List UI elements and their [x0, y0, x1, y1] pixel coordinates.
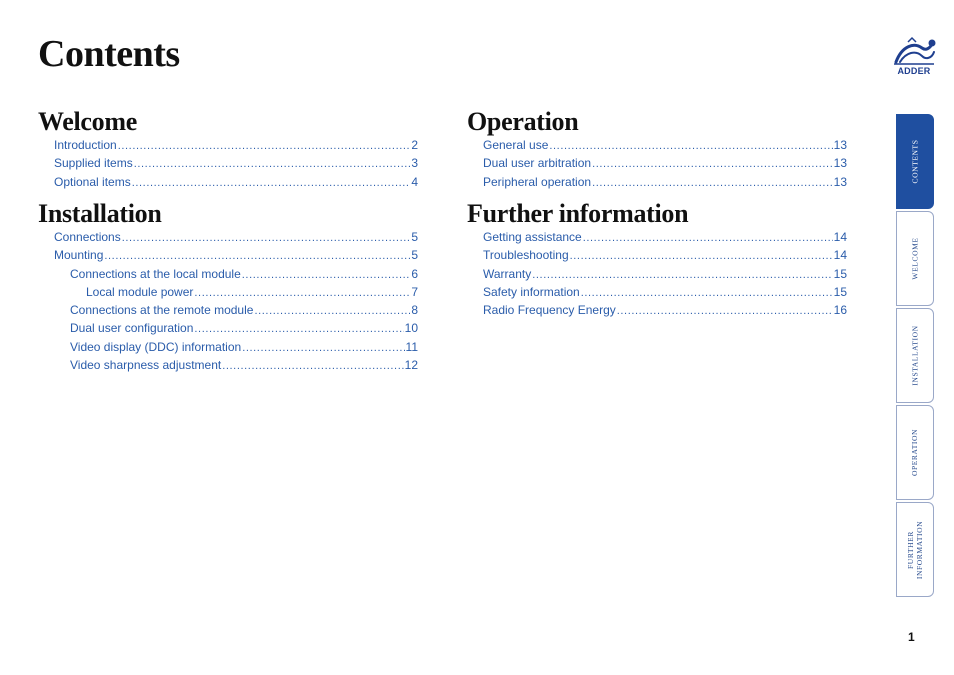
tab-welcome[interactable]	[896, 211, 934, 306]
leader-dots	[570, 250, 833, 262]
toc-entry-label: Connections at the remote module	[70, 303, 254, 318]
toc-entry-page: 15	[833, 284, 847, 299]
tab-label-line: INFORMATION	[915, 520, 924, 579]
leader-dots	[122, 232, 411, 244]
tab-operation[interactable]	[896, 405, 934, 500]
toc-entry-page: 2	[411, 138, 418, 152]
toc-entry[interactable]	[467, 248, 847, 266]
toc-entry[interactable]	[38, 156, 418, 174]
tab-further-information[interactable]	[896, 502, 934, 597]
toc-entry-page: 6	[411, 266, 418, 281]
toc-entry-label: Introduction	[54, 138, 117, 152]
toc-entry-page: 12	[404, 358, 418, 373]
toc-entry-page: 13	[833, 156, 847, 171]
leader-dots	[134, 158, 411, 170]
toc-entry[interactable]	[38, 267, 418, 285]
toc-entry-page: 7	[411, 284, 418, 299]
toc-entry-label: Optional items	[54, 174, 131, 189]
leader-dots	[254, 305, 410, 317]
toc-entry-page: 5	[411, 230, 418, 244]
leader-dots	[583, 232, 833, 244]
tab-label: CONTENTS	[910, 139, 920, 184]
toc-entry-label: Video display (DDC) information	[70, 339, 242, 354]
toc-entry[interactable]	[38, 285, 418, 303]
leader-dots	[194, 323, 403, 335]
toc-entry-page: 15	[833, 266, 847, 281]
toc-entry-label: Video sharpness adjustment	[70, 358, 222, 373]
toc-entry-page: 10	[404, 321, 418, 336]
toc-entry-label: Local module power	[86, 284, 194, 299]
toc-entry-page: 14	[833, 248, 847, 263]
toc-entry-page: 13	[833, 174, 847, 189]
adder-logo	[888, 36, 940, 80]
toc-entry-label: Supplied items	[54, 156, 133, 171]
toc-entry-page: 16	[833, 303, 847, 318]
section-heading-welcome: Welcome	[38, 107, 137, 136]
tab-label-line: FURTHER	[906, 530, 915, 569]
tab-label: WELCOME	[910, 237, 920, 280]
toc-entry[interactable]	[467, 303, 847, 321]
leader-dots	[532, 269, 832, 281]
section-operation	[467, 108, 847, 193]
leader-dots	[104, 250, 410, 262]
toc-entry-label: Connections at the local module	[70, 266, 241, 281]
toc-entry[interactable]	[38, 175, 418, 193]
toc-entry-label: Warranty	[483, 266, 532, 281]
page-number: 1	[908, 630, 915, 644]
adder-snake-logo-icon	[888, 36, 940, 68]
toc-entry[interactable]	[467, 156, 847, 174]
section-heading-operation: Operation	[467, 107, 579, 136]
toc-entry[interactable]	[38, 138, 418, 156]
toc-entry[interactable]	[467, 175, 847, 193]
tab-label: OPERATION	[910, 428, 920, 477]
leader-dots	[581, 287, 833, 299]
section-welcome	[38, 108, 418, 193]
leader-dots	[592, 177, 833, 189]
toc-entry[interactable]	[38, 340, 418, 358]
toc-entry-page: 4	[411, 174, 418, 189]
toc-entry-label: Safety information	[483, 284, 580, 299]
brand-name: ADDER	[897, 66, 931, 76]
leader-dots	[592, 158, 833, 170]
toc-list-welcome	[38, 138, 418, 193]
toc-entry-label: Troubleshooting	[483, 248, 569, 263]
toc-entry-page: 3	[411, 156, 418, 171]
toc-entry-label: Dual user configuration	[70, 321, 194, 336]
toc-entry-label: Peripheral operation	[483, 174, 592, 189]
leader-dots	[617, 305, 833, 317]
toc-entry[interactable]	[38, 358, 418, 376]
toc-entry-page: 13	[833, 138, 847, 152]
toc-entry-page: 11	[405, 339, 418, 354]
toc-entry[interactable]	[38, 230, 418, 248]
tab-label-two-line	[906, 520, 924, 578]
page-title: Contents	[38, 33, 180, 75]
toc-entry-label: Radio Frequency Energy	[483, 303, 616, 318]
toc-entry[interactable]	[467, 230, 847, 248]
toc-list-operation	[467, 138, 847, 193]
leader-dots	[194, 287, 410, 299]
toc-entry-label: Connections	[54, 230, 121, 244]
toc-entry-label: Mounting	[54, 248, 104, 263]
leader-dots	[549, 140, 832, 152]
toc-entry-page: 14	[833, 230, 847, 244]
toc-list-further-information	[467, 230, 847, 321]
toc-entry-page: 5	[411, 248, 418, 263]
leader-dots	[242, 269, 411, 281]
toc-entry-label: Getting assistance	[483, 230, 582, 244]
tab-label: INSTALLATION	[910, 325, 920, 386]
toc-entry[interactable]	[38, 321, 418, 339]
toc-entry[interactable]	[38, 248, 418, 266]
toc-list-installation	[38, 230, 418, 376]
side-tab-bar	[896, 114, 934, 599]
toc-entry-label: General use	[483, 138, 549, 152]
toc-entry[interactable]	[467, 138, 847, 156]
leader-dots	[222, 360, 403, 372]
section-heading-further-information: Further information	[467, 199, 689, 228]
leader-dots	[118, 140, 411, 152]
toc-entry[interactable]	[38, 303, 418, 321]
leader-dots	[242, 342, 404, 354]
toc-entry[interactable]	[467, 267, 847, 285]
toc-entry[interactable]	[467, 285, 847, 303]
tab-installation[interactable]	[896, 308, 934, 403]
section-heading-installation: Installation	[38, 199, 162, 228]
toc-entry-label: Dual user arbitration	[483, 156, 592, 171]
tab-contents[interactable]	[896, 114, 934, 209]
section-further-information	[467, 200, 847, 321]
leader-dots	[132, 177, 411, 189]
section-installation	[38, 200, 418, 376]
toc-entry-page: 8	[411, 303, 418, 318]
